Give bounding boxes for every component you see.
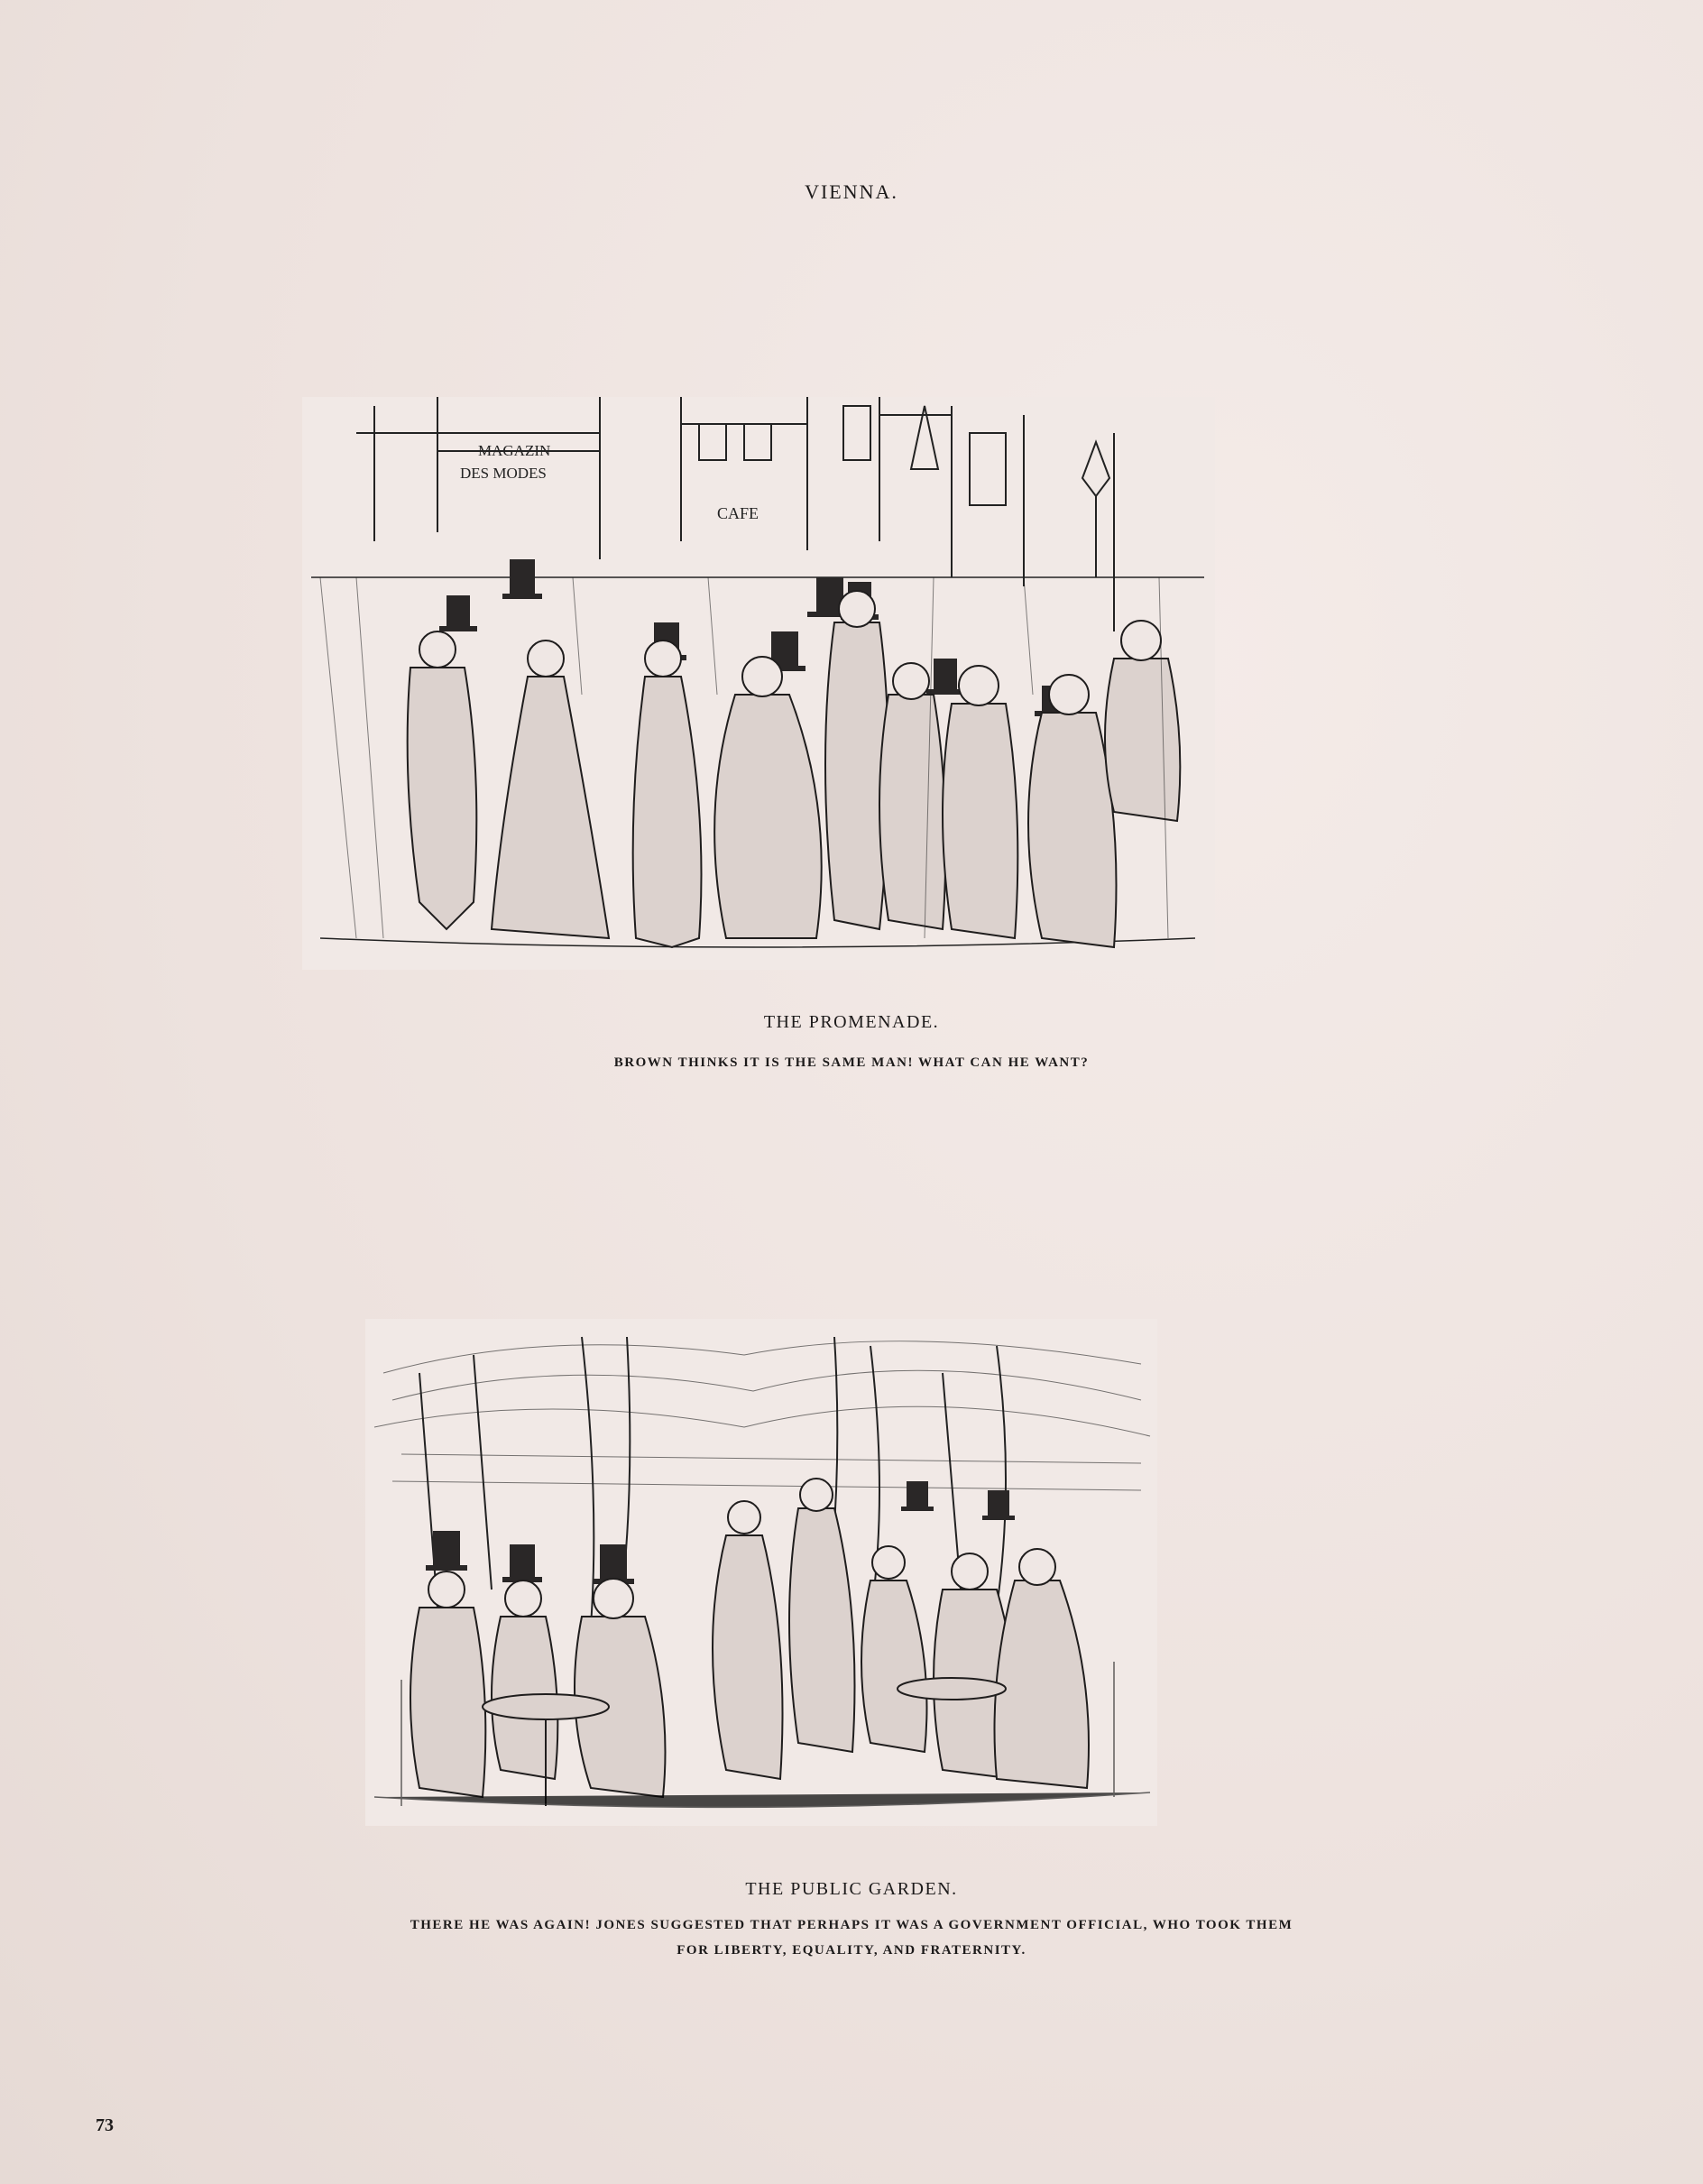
garden-caption-line-2: FOR LIBERTY, EQUALITY, AND FRATERNITY.: [677, 1943, 1026, 1958]
promenade-engraving: [302, 397, 1215, 970]
garden-caption-title: THE PUBLIC GARDEN.: [745, 1879, 958, 1899]
promenade-caption-text: BROWN THINKS IT IS THE SAME MAN! WHAT CAN HE WANT?: [613, 1055, 1090, 1070]
garden-caption-line-1: THERE HE WAS AGAIN! JONES SUGGESTED THAT PERHAPS IT WAS A GOVERNMENT OFFICIAL, WHO TOOK THEM: [410, 1918, 1293, 1932]
shop-sign-cafe: CAFE: [717, 504, 759, 522]
promenade-sketch: [302, 397, 1215, 970]
garden-caption-text: [0, 1912, 1703, 1963]
promenade-caption-title: THE PROMENADE.: [763, 1012, 940, 1032]
public-garden-sketch: [365, 1319, 1157, 1826]
shop-sign-des-modes: DES MODES: [460, 465, 547, 482]
public-garden-engraving: [365, 1319, 1157, 1826]
page-number: 73: [96, 2115, 114, 2135]
shop-sign-magazin: MAGAZIN: [478, 442, 551, 459]
page-title: VIENNA.: [805, 180, 898, 203]
